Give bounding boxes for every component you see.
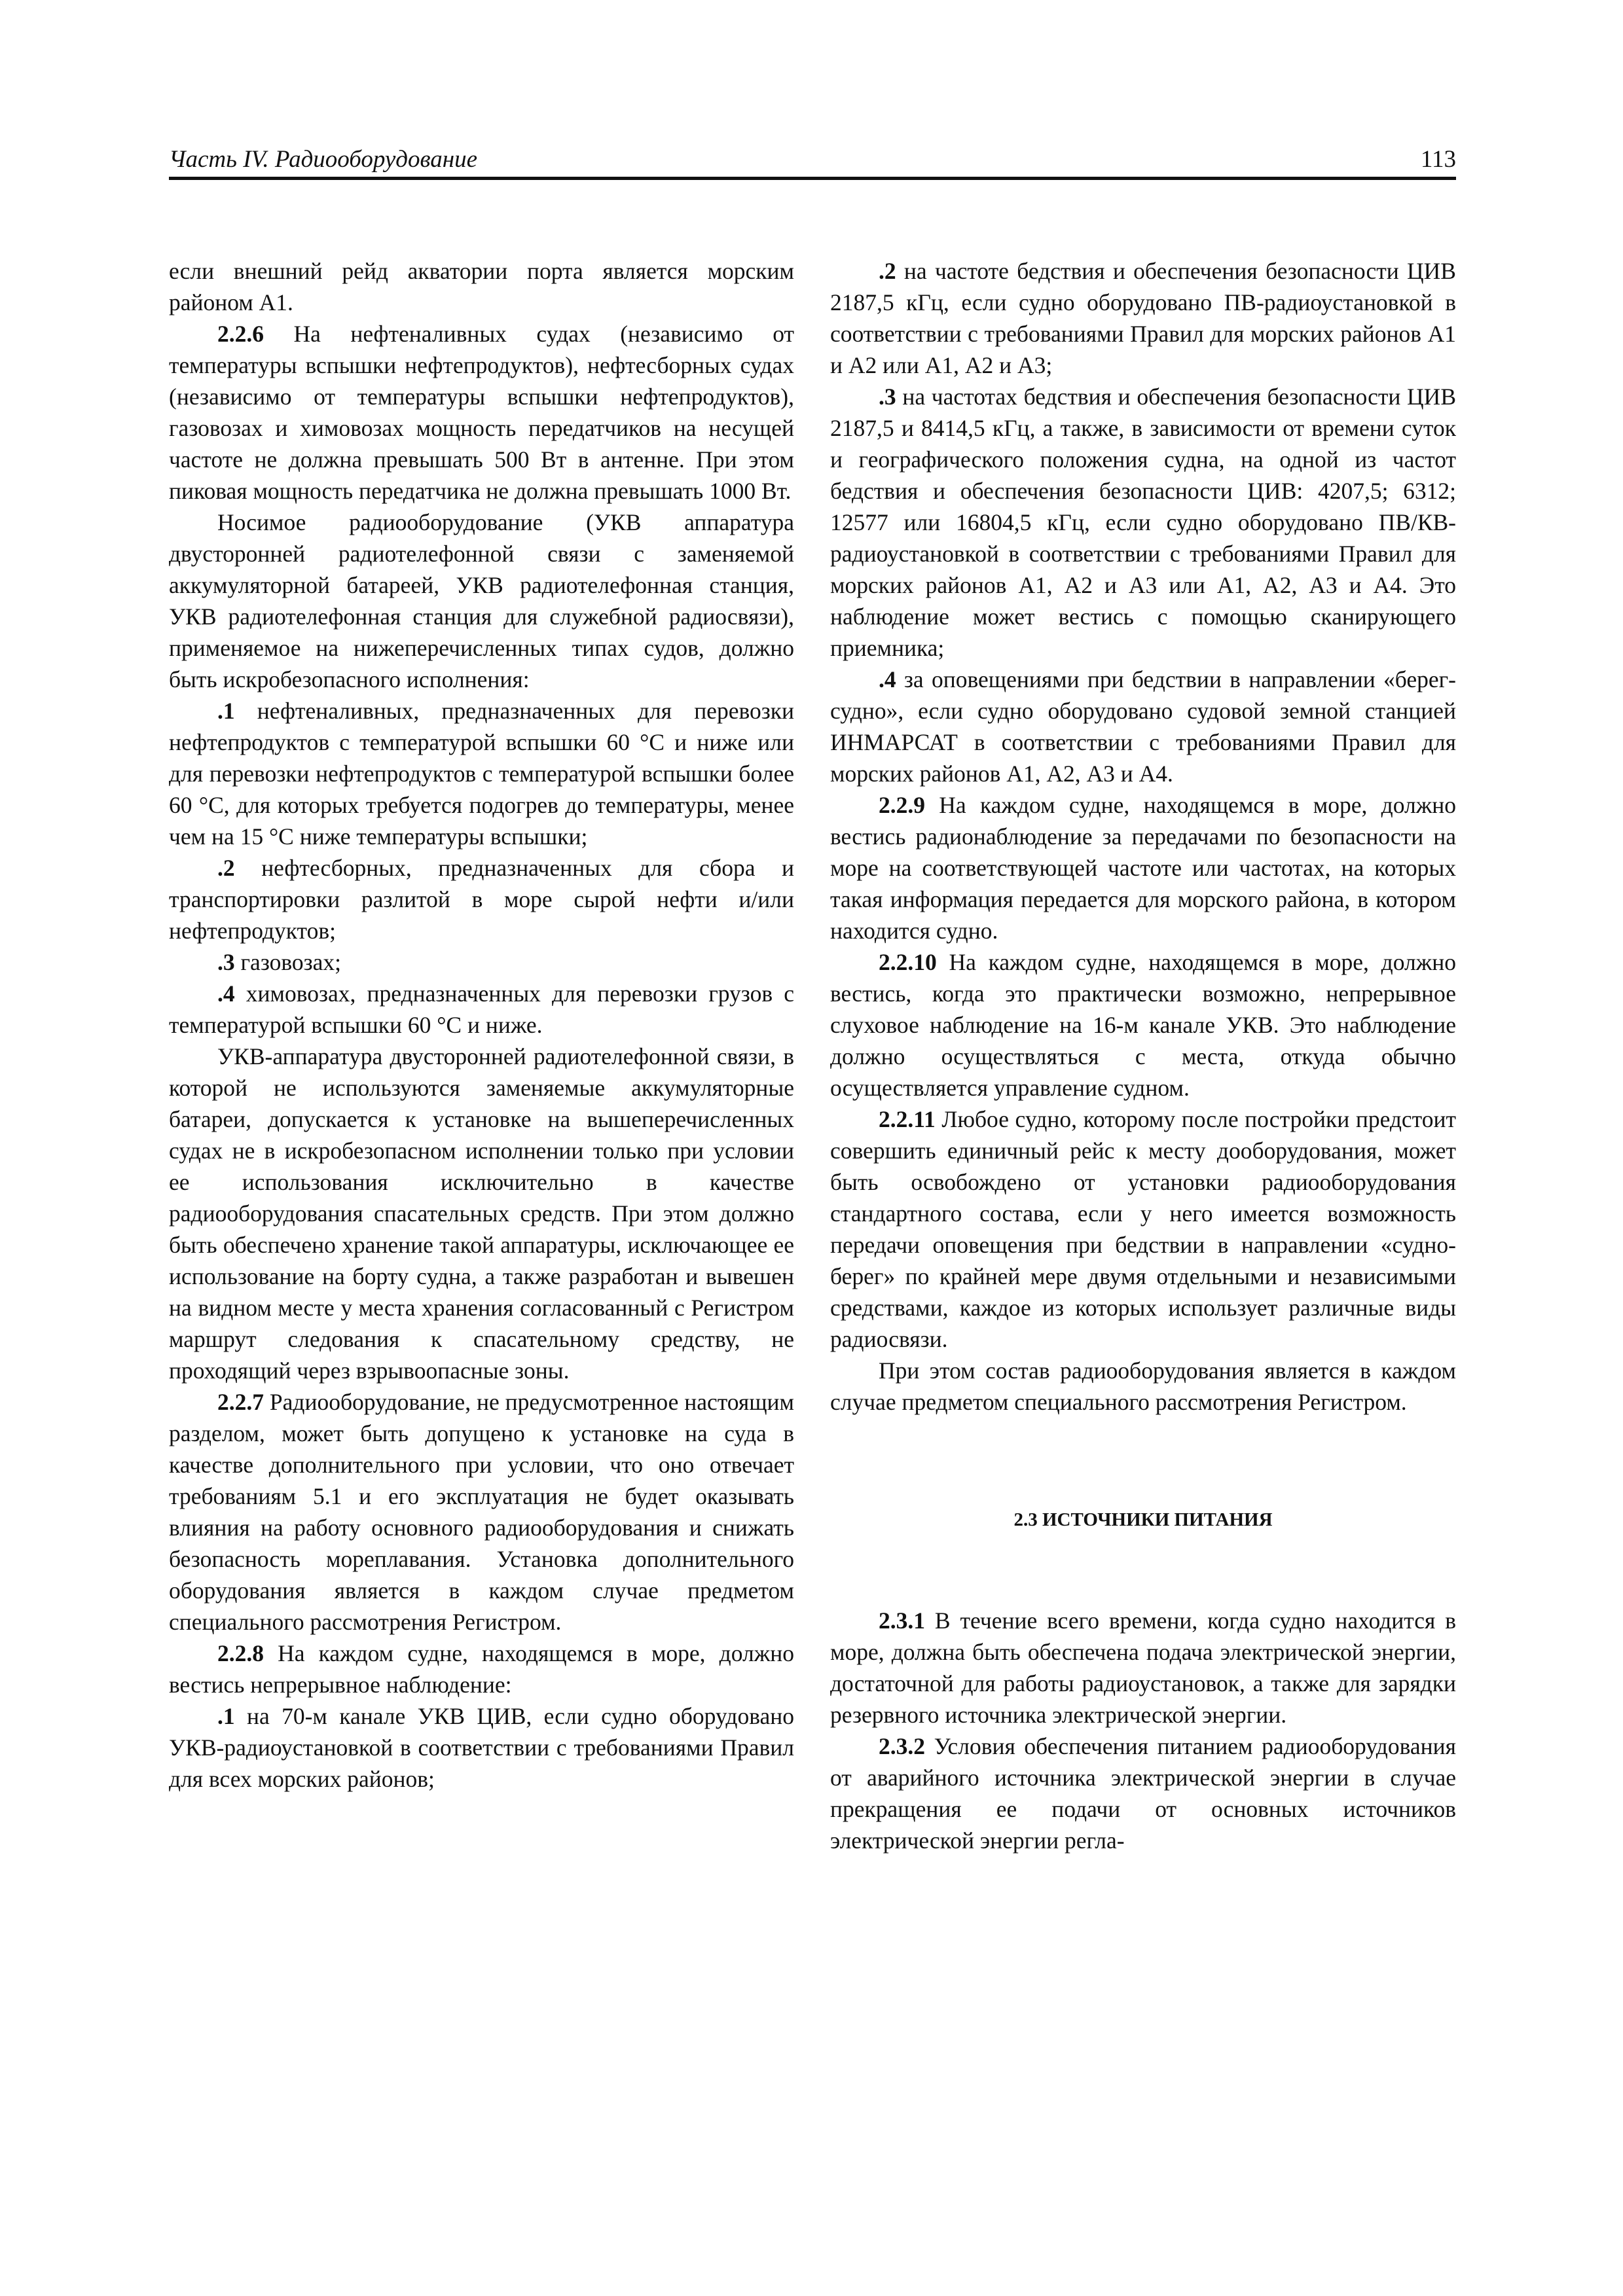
paragraph-number: .1 <box>217 698 235 724</box>
paragraph-text: На нефтеналивных судах (независимо от температуры вспышки нефтепродуктов), нефтесборных судах (независимо от температуры вспышки нефтепродуктов), газовозах и химовозах мощность передатчиков на несущей частоте не должна превышать 500 Вт в антенне. При этом пиковая мощность передатчика не должна превышать 1000 Вт. <box>169 321 795 504</box>
paragraph-number: 2.2.9 <box>879 792 925 818</box>
paragraph-number: 2.2.8 <box>217 1640 264 1666</box>
paragraph <box>169 507 794 695</box>
paragraph <box>830 1605 1456 1731</box>
paragraph <box>830 381 1456 664</box>
paragraph-text: На каждом судне, находящемся в море, должно вестись, когда это практически возможно, непрерывное слуховое наблюдение на 16-м канале УКВ. Это наблюдение должно осуществляться с места, откуда обычно осуществляется управление судном. <box>830 949 1457 1101</box>
paragraph <box>169 1700 794 1795</box>
paragraph-text: на частоте бедствия и обеспечения безопасности ЦИВ 2187,5 кГц, если судно оборудовано ПВ-радиоустановкой в соответствии с требованиями Правил для морских районов А1 и А2 или А1, А2 и А3; <box>830 258 1456 378</box>
paragraph-number: .1 <box>217 1703 235 1729</box>
paragraph <box>169 318 794 507</box>
paragraph <box>169 695 794 852</box>
paragraph <box>830 1103 1456 1355</box>
paragraph-number: 2.2.7 <box>217 1389 264 1415</box>
paragraph-text: Носимое радиооборудование (УКВ аппаратура двусторонней радиотелефонной связи с заменяемой аккумуляторной батареей, УКВ радиотелефонная станция, УКВ радиотелефонная станция для служебной радиосвязи), применяемое на нижеперечисленных типах судов, должно быть искробезопасного исполнения: <box>169 509 794 692</box>
paragraph-number: .3 <box>879 384 896 410</box>
paragraph-text: газовозах; <box>240 949 342 975</box>
paragraph-number: 2.2.6 <box>217 321 264 347</box>
paragraph-text: В течение всего времени, когда судно находится в море, должна быть обеспечена подача электрической энергии, достаточной для работы радиоустановок, а также для зарядки резервного источника электрической энергии. <box>830 1607 1456 1728</box>
paragraph-text: Радиооборудование, не предусмотренное настоящим разделом, может быть допущено к установке на суда в качестве дополнительного при условии, что оно отвечает требованиям 5.1 и его эксплуатация не будет оказывать влияния на работу основного радиооборудования и снижать безопасность мореплавания. Установка дополнительного оборудования является в каждом случае предметом специального рассмотрения Регистром. <box>169 1389 795 1635</box>
paragraph-text: на частотах бедствия и обеспечения безопасности ЦИВ 2187,5 и 8414,5 кГц, а также, в зависимости от времени суток и географического положения судна, на одной из частот бедствия и обеспечения безопасности ЦИВ: 4207,5; 6312; 12577 или 16804,5 кГц, если судно оборудовано ПВ/КВ-радиоустановкой в соответствии с требованиями Правил для морских районов А1, А2 и А3 или А1, А2, А3 и А4. Это наблюдение может вестись с помощью сканирующего приемника; <box>830 384 1456 661</box>
right-column <box>830 255 1456 1856</box>
paragraph <box>169 255 794 318</box>
paragraph-text: Условия обеспечения питанием радиооборудования от аварийного источника электрической энергии в случае прекращения ее подачи от основных источников электрической энергии регла- <box>830 1733 1456 1854</box>
paragraph-text: если внешний рейд акватории порта является морским районом А1. <box>169 258 794 315</box>
paragraph-text: Любое судно, которому после постройки предстоит совершить единичный рейс к месту дооборудования, может быть освобождено от установки радиооборудования стандартного состава, если у него имеется возможность передачи оповещения при бедствии в направлении «судно-берег» по крайней мере двумя отдельными и независимыми средствами, каждое из которых использует различные виды радиосвязи. <box>830 1106 1456 1352</box>
paragraph <box>830 1731 1456 1856</box>
page-header <box>169 143 1456 180</box>
paragraph <box>830 664 1456 789</box>
section-heading: 2.3 ИСТОЧНИКИ ПИТАНИЯ <box>1013 1509 1273 1530</box>
paragraph <box>830 789 1456 946</box>
paragraph <box>830 946 1456 1103</box>
paragraph <box>830 255 1456 381</box>
paragraph-number: .4 <box>879 666 896 692</box>
paragraph <box>169 1041 794 1386</box>
paragraph-number: 2.2.11 <box>879 1106 936 1132</box>
paragraph-number: .3 <box>217 949 235 975</box>
paragraph-number: 2.3.2 <box>879 1733 925 1759</box>
page-number: 113 <box>1420 146 1456 173</box>
paragraph-number: .2 <box>879 258 896 284</box>
paragraph <box>169 978 794 1041</box>
running-header-title: Часть IV. Радиооборудование <box>169 146 478 173</box>
paragraph-text: На каждом судне, находящемся в море, должно вестись непрерывное наблюдение: <box>169 1640 795 1698</box>
paragraph-number: 2.3.1 <box>879 1607 925 1634</box>
left-column <box>169 255 794 1795</box>
paragraph <box>830 1355 1456 1418</box>
paragraph-number: .4 <box>217 980 235 1007</box>
paragraph <box>169 852 794 946</box>
paragraph <box>169 946 794 978</box>
paragraph-text: химовозах, предназначенных для перевозки грузов с температурой вспышки 60 °С и ниже. <box>169 980 794 1038</box>
paragraph-text: за оповещениями при бедствии в направлении «берег-судно», если судно оборудовано судовой земной станцией ИНМАРСАТ в соответствии с требованиями Правил для морских районов А1, А2, А3 и А4. <box>830 666 1457 787</box>
paragraph <box>169 1638 794 1700</box>
paragraph-number: .2 <box>217 855 235 881</box>
paragraph-number: 2.2.10 <box>879 949 937 975</box>
paragraph-text: УКВ-аппаратура двусторонней радиотелефонной связи, в которой не используются заменяемые аккумуляторные батареи, допускается к установке на вышеперечисленных судах не в искробезопасном исполнении только при условии ее использования исключительно в качестве радиооборудования спасательных средств. При этом должно быть обеспечено хранение такой аппаратуры, исключающее ее использование на борту судна, а также разработан и вывешен на видном месте у места хранения согласованный с Регистром маршрут следования к спасательному средству, не проходящий через взрывоопасные зоны. <box>169 1043 794 1384</box>
paragraph-text: На каждом судне, находящемся в море, должно вестись радионаблюдение за передачами по безопасности на море на соответствующей частоте или частотах, на которых такая информация передается для морского района, в котором находится судно. <box>830 792 1457 944</box>
paragraph <box>169 1386 794 1638</box>
paragraph-text: При этом состав радиооборудования является в каждом случае предметом специального рассмотрения Регистром. <box>830 1357 1456 1415</box>
paragraph-text: нефтеналивных, предназначенных для перевозки нефтепродуктов с температурой вспышки 60 °С и ниже или для перевозки нефтепродуктов с температурой вспышки более 60 °С, для которых требуется подогрев до температуры, менее чем на 15 °С ниже температуры вспышки; <box>169 698 794 850</box>
paragraph-text: нефтесборных, предназначенных для сбора и транспортировки разлитой в море сырой нефти и/или нефтепродуктов; <box>169 855 795 944</box>
paragraph-text: на 70-м канале УКВ ЦИВ, если судно оборудовано УКВ-радиоустановкой в соответствии с требованиями Правил для всех морских районов; <box>169 1703 795 1792</box>
